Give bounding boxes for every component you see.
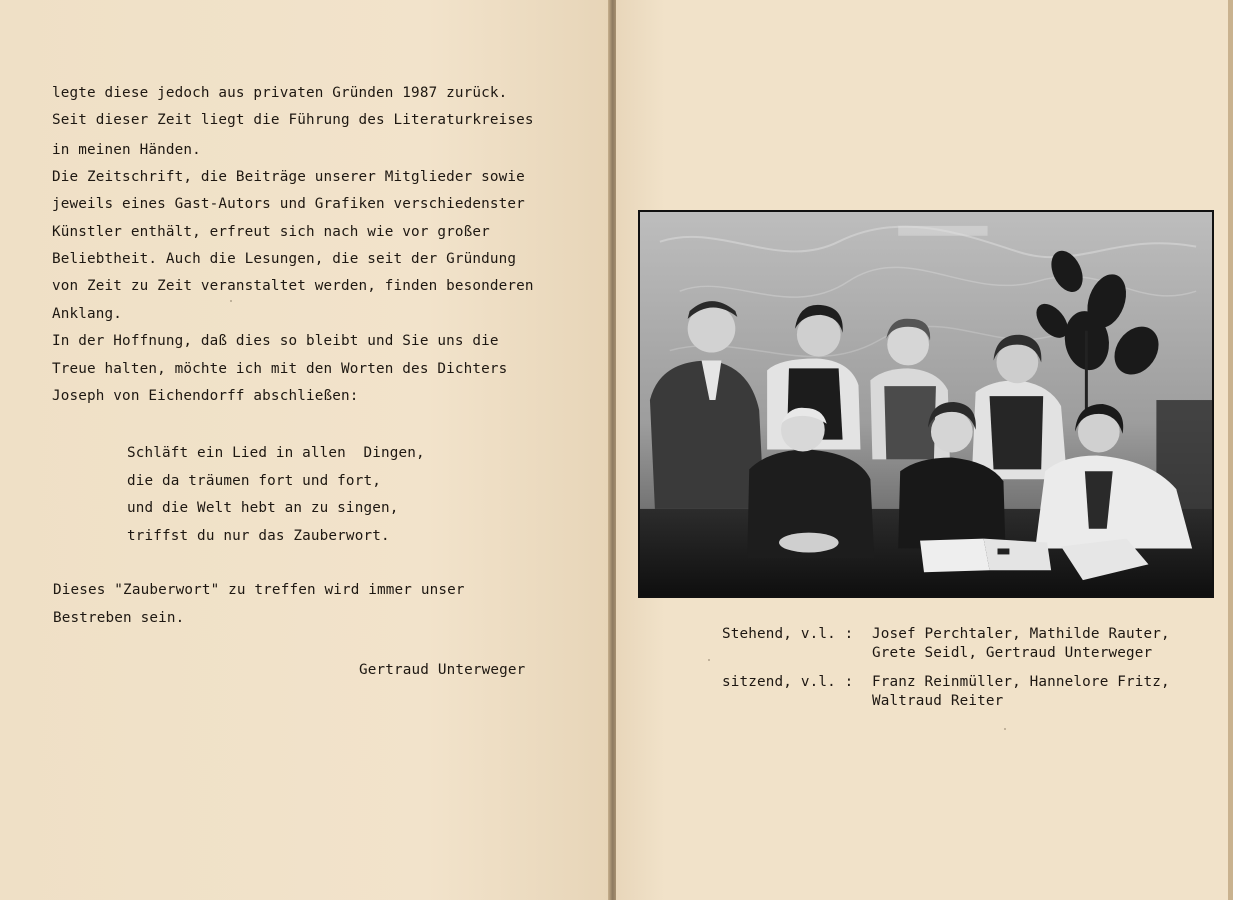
- body-line: Joseph von Eichendorff abschließen:: [52, 387, 359, 404]
- body-line: Treue halten, möchte ich mit den Worten des Dichters: [52, 360, 508, 377]
- paper-speck: [230, 300, 232, 302]
- caption-standing-label: Stehend, v.l. :: [722, 626, 854, 642]
- poem-line: Schläft ein Lied in allen Dingen,: [127, 445, 425, 461]
- signature: Gertraud Unterweger: [359, 662, 526, 678]
- caption-name-line: Waltraud Reiter: [872, 693, 1004, 709]
- body-line: von Zeit zu Zeit veranstaltet werden, finden besonderen: [52, 278, 534, 295]
- group-photograph: [638, 210, 1214, 598]
- poem-line: und die Welt hebt an zu singen,: [127, 500, 399, 517]
- page-edge: [1228, 0, 1233, 900]
- body-line: Künstler enthält, erfreut sich nach wie vor großer: [52, 223, 490, 240]
- body-line: Die Zeitschrift, die Beiträge unserer Mitglieder sowie: [52, 168, 525, 185]
- closing-line: Bestreben sein.: [53, 609, 185, 626]
- paper-speck: [1004, 728, 1006, 730]
- caption-sitting-names: [872, 673, 1202, 711]
- caption-name-line: Franz Reinmüller, Hannelore Fritz,: [872, 674, 1170, 690]
- body-line: Beliebtheit. Auch die Lesungen, die seit der Gründung: [52, 250, 517, 267]
- body-line: legte diese jedoch aus privaten Gründen 1987 zurück.: [52, 85, 508, 101]
- caption-name-line: Josef Perchtaler, Mathilde Rauter,: [872, 626, 1170, 642]
- body-line: Anklang.: [52, 305, 123, 322]
- body-line: In der Hoffnung, daß dies so bleibt und Sie uns die: [52, 333, 499, 350]
- caption-name-line: Grete Seidl, Gertraud Unterweger: [872, 645, 1153, 661]
- letter-body: [52, 80, 592, 410]
- eichendorff-poem: [127, 440, 425, 550]
- caption-standing-names: [872, 625, 1202, 663]
- paper-speck: [708, 659, 710, 661]
- body-line: jeweils eines Gast-Autors und Grafiken verschiedenster: [52, 196, 525, 213]
- caption-standing: [722, 625, 1202, 663]
- poem-line: die da träumen fort und fort,: [127, 472, 381, 489]
- body-line: Seit dieser Zeit liegt die Führung des Literaturkreises: [52, 112, 534, 129]
- left-page: [0, 0, 610, 900]
- caption-sitting: [722, 673, 1202, 711]
- bleed-through-texture: [55, 625, 575, 815]
- poem-line: triffst du nur das Zauberwort.: [127, 527, 390, 544]
- body-line: in meinen Händen.: [52, 141, 201, 158]
- photo-caption: [722, 625, 1202, 721]
- caption-sitting-label: sitzend, v.l. :: [722, 674, 854, 690]
- group-photo-illustration: [640, 212, 1212, 596]
- closing-line: Dieses "Zauberwort" zu treffen wird immer unser: [53, 582, 465, 598]
- closing-paragraph: [53, 577, 465, 632]
